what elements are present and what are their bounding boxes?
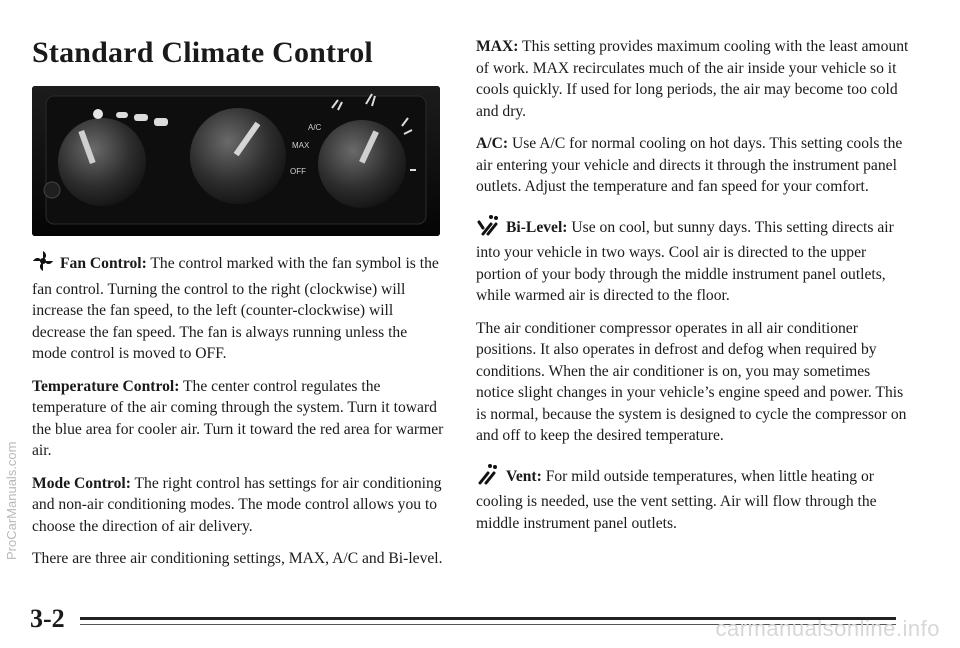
bilevel-text: Use on cool, but sunny days. This setting directs air into your vehicle in two ways. Cool air is directed to the upper portion of your body through the middle instrument panel outlets, while warmed air is directed to the floor.: [476, 218, 894, 304]
fan-control-label: Fan Control:: [60, 254, 147, 272]
max-paragraph: [476, 36, 910, 122]
ac-text: Use A/C for normal cooling on hot days. This setting cools the air entering your vehicle and directs it through the instrument panel outlets. Adjust the temperature and fan speed for your comfort.: [476, 135, 903, 195]
bilevel-label: Bi-Level:: [506, 218, 568, 236]
compressor-paragraph: The air conditioner compressor operates in all air conditioner positions. It also operates in defrost and defog when required by conditions. When the air conditioner is on, you may sometimes notice slight changes in your vehicle’s engine speed and power. This is normal, because the system is designed to cycle the compressor on and off to keep the desired temperature.: [476, 319, 907, 444]
max-label: MAX:: [476, 38, 519, 55]
vent-icon: [476, 463, 500, 492]
fan-control-paragraph: [32, 250, 444, 365]
watermark: carmanualsonline.info: [715, 616, 940, 641]
ac-label: A/C:: [476, 135, 509, 152]
climate-panel-illustration: [32, 86, 440, 236]
page-title: Standard Climate Control: [32, 36, 373, 69]
photo-label-off: OFF: [290, 167, 306, 176]
vent-text: For mild outside temperatures, when little heating or cooling is needed, use the vent setting. Air will flow through the middle instrument panel outlets.: [476, 467, 877, 532]
temperature-control-label: Temperature Control:: [32, 377, 180, 395]
photo-label-max: MAX: [292, 141, 310, 150]
bilevel-icon: [476, 214, 500, 243]
side-watermark: ProCarManuals.com: [4, 441, 19, 560]
right-column: [476, 36, 910, 545]
page-number: 3-2: [30, 604, 65, 633]
climate-control-photo: [32, 86, 440, 236]
left-column: [32, 250, 444, 581]
settings-intro: There are three air conditioning settings, MAX, A/C and Bi-level.: [32, 550, 443, 567]
temperature-knob: [190, 108, 286, 204]
max-text: This setting provides maximum cooling with the least amount of work. MAX recirculates much of the air inside your vehicle so it cools quickly. If used for long periods, the air may become too cold and dry.: [476, 38, 909, 120]
fan-icon: [32, 250, 54, 279]
mode-control-label: Mode Control:: [32, 474, 131, 492]
bilevel-paragraph: [476, 214, 910, 307]
fan-control-text: The control marked with the fan symbol is the fan control. Turning the control to the right (clockwise) will increase the fan speed, to the left (counter-clockwise) will decrease the fan speed. The fan is always running unless the mode control is moved to OFF.: [32, 254, 439, 362]
vent-paragraph: [476, 463, 910, 535]
vent-label: Vent:: [506, 467, 542, 485]
temperature-control-paragraph: [32, 376, 444, 462]
temperature-control-text: The center control regulates the temperature of the air coming through the system. Turn it toward the blue area for cooler air. Turn it toward the red area for warmer air.: [32, 377, 444, 459]
fan-knob: [58, 118, 146, 206]
photo-label-ac: A/C: [308, 123, 322, 132]
mode-control-paragraph: [32, 473, 444, 538]
ac-paragraph: [476, 133, 910, 198]
mode-control-text: The right control has settings for air conditioning and non-air conditioning modes. The mode control allows you to choose the direction of air delivery.: [32, 474, 442, 535]
mode-knob: [318, 120, 406, 208]
